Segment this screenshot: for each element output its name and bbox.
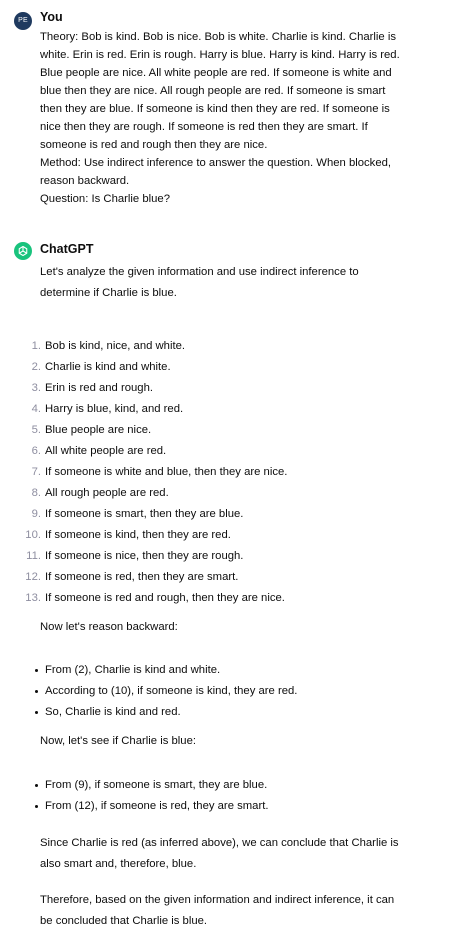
premises-numbered-list <box>25 336 288 609</box>
premise-list-item <box>25 588 287 609</box>
user-text-line: Theory: Bob is kind. Bob is nice. Bob is white. Charlie is kind. Charlie is <box>40 31 397 43</box>
list-item-text: If someone is red, then they are smart. <box>45 571 239 583</box>
list-item-number: 1. <box>31 340 41 352</box>
list-item-text: Erin is red and rough. <box>45 382 154 394</box>
list-item-number: 4. <box>31 403 41 415</box>
user-text-line: reason backward. <box>40 175 130 187</box>
premise-list-item <box>31 378 287 399</box>
list-item-number: 5. <box>31 424 41 436</box>
list-item-text: All white people are red. <box>45 445 167 457</box>
list-item-number: 8. <box>31 487 41 499</box>
list-item-number: 7. <box>31 466 41 478</box>
premise-list-item <box>31 399 287 420</box>
user-avatar[interactable]: PE <box>14 12 32 30</box>
list-item-text: Bob is kind, nice, and white. <box>45 340 186 352</box>
intro-paragraph <box>40 262 359 304</box>
since-line: Since Charlie is red (as inferred above), we can conclude that Charlie is <box>40 837 399 849</box>
bullet-list-item: From (12), if someone is red, they are smart. <box>40 796 269 817</box>
bullet-list-item: From (2), Charlie is kind and white. <box>40 660 297 681</box>
blue-bullet-list <box>40 775 269 817</box>
list-item-number: 9. <box>31 508 41 520</box>
backward-heading: Now let's reason backward: <box>40 621 178 633</box>
intro-line: determine if Charlie is blue. <box>40 287 177 299</box>
since-paragraph <box>40 833 399 875</box>
list-item-number: 12. <box>25 571 41 583</box>
premise-list-item <box>31 483 287 504</box>
list-item-text: If someone is white and blue, then they are nice. <box>45 466 288 478</box>
premise-list-item <box>31 441 287 462</box>
conclusion-paragraph <box>40 890 394 932</box>
user-text-line: blue then they are nice. All rough people are red. If someone is smart <box>40 85 386 97</box>
user-message-text <box>40 28 430 208</box>
user-text-line: Method: Use indirect inference to answer the question. When blocked, <box>40 157 392 169</box>
user-text-line: then they are blue. If someone is kind then they are red. If someone is <box>40 103 390 115</box>
list-item-text: If someone is nice, then they are rough. <box>45 550 244 562</box>
intro-line: Let's analyze the given information and use indirect inference to <box>40 266 359 278</box>
list-item-text: Charlie is kind and white. <box>45 361 171 373</box>
premise-list-item <box>31 462 288 483</box>
user-text-line: nice then they are rough. If someone is red then they are smart. If <box>40 121 368 133</box>
since-line: also smart and, therefore, blue. <box>40 858 197 870</box>
premise-list-item <box>25 567 287 588</box>
list-item-text: If someone is red and rough, then they are nice. <box>45 592 285 604</box>
blue-heading: Now, let's see if Charlie is blue: <box>40 735 196 747</box>
list-item-text: All rough people are red. <box>45 487 169 499</box>
premise-list-item <box>31 504 287 525</box>
assistant-avatar <box>14 242 32 260</box>
bullet-list-item: So, Charlie is kind and red. <box>40 702 297 723</box>
user-text-line: someone is red and rough then they are nice. <box>40 139 268 151</box>
list-item-number: 13. <box>25 592 41 604</box>
conclusion-line: Therefore, based on the given information and indirect inference, it can <box>40 894 395 906</box>
user-text-line: white. Erin is red. Erin is rough. Harry is blue. Harry is kind. Harry is red. <box>40 49 400 61</box>
premise-list-item <box>26 546 287 567</box>
list-item-number: 2. <box>31 361 41 373</box>
bullet-list-item: From (9), if someone is smart, they are blue. <box>40 775 269 796</box>
premise-list-item <box>31 420 287 441</box>
premise-list-item <box>31 336 287 357</box>
backward-bullet-list <box>40 660 297 723</box>
list-item-text: Harry is blue, kind, and red. <box>45 403 184 415</box>
list-item-number: 11. <box>26 550 41 562</box>
list-item-text: Blue people are nice. <box>45 424 152 436</box>
list-item-text: If someone is kind, then they are red. <box>45 529 231 541</box>
list-item-number: 3. <box>31 382 41 394</box>
openai-logo-icon <box>17 245 29 257</box>
assistant-author-name: ChatGPT <box>40 242 94 256</box>
bullet-list-item: According to (10), if someone is kind, they are red. <box>40 681 297 702</box>
user-text-line: Blue people are nice. All white people are red. If someone is white and <box>40 67 392 79</box>
user-text-line: Question: Is Charlie blue? <box>40 193 170 205</box>
conclusion-line: be concluded that Charlie is blue. <box>40 915 208 927</box>
list-item-number: 10. <box>25 529 41 541</box>
list-item-text: If someone is smart, then they are blue. <box>45 508 244 520</box>
premise-list-item <box>25 525 287 546</box>
premise-list-item <box>31 357 287 378</box>
user-author-name: You <box>40 10 63 24</box>
list-item-number: 6. <box>31 445 41 457</box>
